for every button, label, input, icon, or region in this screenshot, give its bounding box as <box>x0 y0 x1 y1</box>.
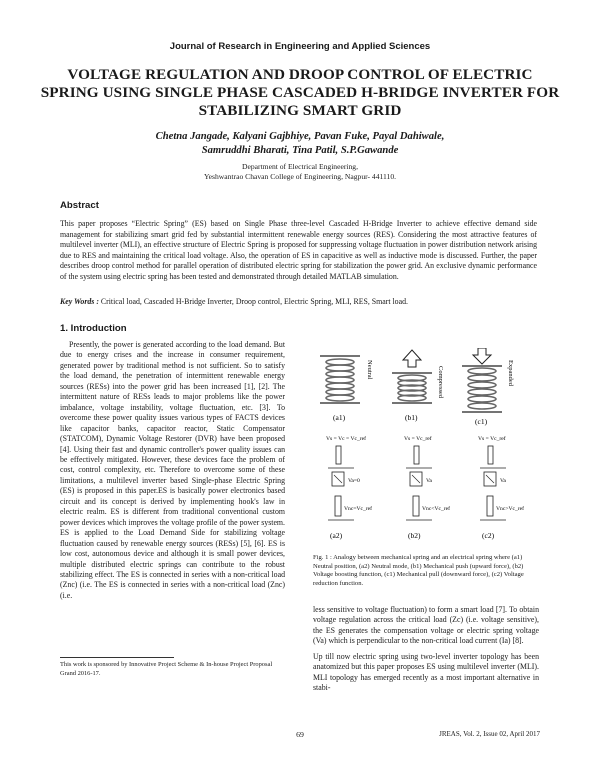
vnc-c2: Vnc>Vc_ref <box>496 506 525 512</box>
va-c2: Va <box>500 478 506 484</box>
label-a2: (a2) <box>330 531 343 540</box>
author-list <box>40 130 560 158</box>
spring-expanded <box>462 348 514 426</box>
affiliation <box>40 162 560 182</box>
intro-paragraph-2: less sensitive to voltage fluctuation) to form a smart load [7]. To obtain voltage regulation across the critical load (Zc) (i.e. voltage sensitive), the ES generates the compensation voltage or electric spring voltage (Va) which is perpendicular to the non-critical load current (Ia) [8]. <box>313 605 539 646</box>
label-c2: (c2) <box>482 531 495 540</box>
label-b2: (b2) <box>408 531 421 540</box>
affiliation-line-2: Yeshwantrao Chavan College of Engineering, Nagpur- 441110. <box>203 172 397 181</box>
circuit-a2 <box>326 435 372 540</box>
label-a1: (a1) <box>333 413 346 422</box>
figure-caption: Fig. 1 : Analogy between mechanical spring and an electrical spring where (a1) Neutral position, (a2) Neutral mode, (b1) Mechanical push (upward force), (b2) Voltage boosting function, (c1) Mechanical pull (downward force), (c2) Voltage reduction function. <box>313 554 524 588</box>
vnc-b2: Vnc<Vc_ref <box>422 506 451 512</box>
circuit-b2 <box>404 435 450 540</box>
intro-heading: 1. Introduction <box>60 323 127 334</box>
circuit-c2 <box>478 435 524 540</box>
label-c1: (c1) <box>475 417 488 426</box>
label-b1: (b1) <box>405 413 418 422</box>
footnote: This work is sponsored by Innovative Project Scheme & In-house Project Proposal Grand 2016-17. <box>60 661 273 677</box>
authors-line-1: Chetna Jangade, Kalyani Gajbhiye, Pavan Fuke, Payal Dahiwale, <box>155 131 445 142</box>
page-number: 69 <box>296 730 304 739</box>
va-a2: Va=0 <box>348 478 360 484</box>
eq-a2: Vs = Vc = Vc_ref <box>326 436 366 442</box>
keywords <box>60 297 537 308</box>
intro-paragraph-1: Presently, the power is generated according to the load demand. But due to energy crises and the increase in consumer requirement, generated power by traditional method is not sufficient. So to satisfy the load demand, the penetration of intermittent renewable energy sources (RESs) into the power grid has been increased [1], [2]. The intermittent nature of RESs leads to major problems like the power imbalance, voltage instability, voltage fluctuation, etc. [3]. To overcome these power quality issues various types of FACTS devices like capacitor banks, capacitor reactor, Static Compensator (STATCOM), Dynamic Voltage Restorer (DVR) have been proposed [4]. Using their fast and dynamic controller's power quality issues can be effectively mitigated. However, these devices face the problem of cost, control complexity, etc. Therefore to overcome some of these limitations, a multilevel inverter based Single-phase Electric Spring (ES) is proposed in this paper.ES is basically power electronics based circuit and its concept is derived by implementing hook's law in electric realm. ES is different from traditional conventional custom power devices which improves the voltage profile of the power system. ES is applied to the Load Demand Side for stabilizing voltage fluctuation caused by renewable energy sources (RESs) [5], [6]. ES is low cost, autonomous device and although it is small power devices, multiple distributed electric springs can contribute to the robust stabilizing effect. The ES is connected in series with a non-critical load (Znc) (i.e. The ES is connected in series with a non-critical load (Znc) (i.e. <box>60 340 285 600</box>
spring-compressed <box>392 348 444 422</box>
footnote-rule <box>60 657 174 658</box>
label-compressed: Compressed <box>437 366 444 399</box>
authors-line-2: Samruddhi Bharati, Tina Patil, S.P.Gawande <box>201 145 399 156</box>
figure-1 <box>306 348 546 553</box>
eq-b2: Vs = Vc_ref <box>404 436 432 442</box>
running-footer: JREAS, Vol. 2, Issue 02, April 2017 <box>439 730 540 738</box>
spring-neutral <box>320 356 373 422</box>
abstract-heading: Abstract <box>60 200 99 211</box>
intro-column-right <box>313 605 539 699</box>
keywords-list: Critical load, Cascaded H-Bridge Inverter, Droop control, Electric Spring, MLI, RES, Smart load. <box>100 297 408 306</box>
intro-column-left <box>60 340 285 601</box>
paper-title: VOLTAGE REGULATION AND DROOP CONTROL OF ELECTRIC SPRING USING SINGLE PHASE CASCADED H-BRIDGE INVERTER FOR STABILIZING SMART GRID <box>40 66 560 119</box>
journal-header: Journal of Research in Engineering and Applied Sciences <box>169 41 431 52</box>
keywords-label: Key Words : <box>60 297 99 306</box>
intro-paragraph-3: Up till now electric spring using two-level inverter topology has been anatomized but this paper proposes ES using multilevel inverter (MLI). MLI topology has emerged recently as a most important alternative in stabi- <box>313 651 539 693</box>
abstract-text: This paper proposes “Electric Spring” (ES) based on Single Phase three-level Cascaded H-Bridge Inverter to achieve effective demand side management for stabilizing smart grid fed by substantial intermittent renewable energy sources (RES). Considering the most attractive features of multilevel inverter (MLI), an effective structure of Electric Spring is proposed for suppressing voltage fluctuation in power distribution network arising due to RES and maintaining the critical load voltage. Also, the operation of ES in capacitive as well as inductive mode is discussed. Further, the paper describes droop control method for parallel operation of distributed electric spring for stabilization the power grid. An exclusive dynamic performance of the system using electric spring has been tested and demonstrated through detailed MATLAB simulation. <box>60 219 537 281</box>
affiliation-line-1: Department of Electrical Engineering, <box>242 162 358 171</box>
label-neutral: Neutral <box>366 360 373 380</box>
label-expanded: Expanded <box>507 360 514 386</box>
vnc-a2: Vnc=Vc_ref <box>344 506 373 512</box>
eq-c2: Vs = Vc_ref <box>478 436 506 442</box>
va-b2: Va <box>426 478 432 484</box>
